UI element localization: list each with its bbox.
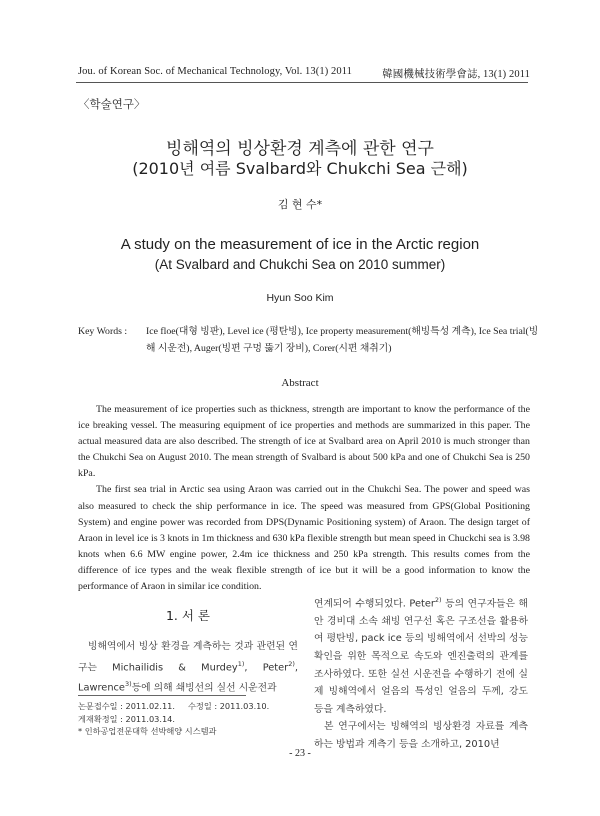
- abstract-body: [78, 402, 530, 595]
- intro-paragraph: 빙해역에서 빙상 환경을 계측하는 것과 관련된 연구는 Michailidis & Murdey$^{1)}$, Peter$^{2)}$, Lawrence$^{3)}$등에 의해 쇄빙선의 실선 시운전과: [78, 641, 298, 694]
- journal-header-left: Jou. of Korean Soc. of Mechanical Technology, Vol. 13(1) 2011: [78, 66, 353, 77]
- korean-author: 김 현 수*: [277, 198, 323, 211]
- right-column: [314, 592, 528, 754]
- accepted-date: 게재확정일 : 2011.03.14.: [78, 713, 175, 724]
- author-affiliation: * 인하공업전문대학 선박해양 시스템과: [78, 726, 217, 736]
- left-column: [78, 590, 298, 697]
- citation-ref: 3): [124, 680, 132, 689]
- english-title-line1: A study on the measurement of ice in the Arctic region: [120, 236, 480, 253]
- citation-ref: 1): [237, 659, 245, 668]
- abstract-heading: Abstract: [281, 377, 319, 389]
- intro-continued: 연계되어 수행되었다. Peter$^{2)}$ 등의 연구자들은 해안 경비대 소속 쇄빙 연구선 혹은 구조선을 활용하여 평탄빙, pack ice 등의 빙해역에서 선박의 성능확인을 위한 목적으로 속도와 엔진출력의 관계를 조사하였다. 또한 실선 시운전을 수행하기 전에 실제 빙해역에서 얼음의 특성인 얼음의 두께, 강도 등을 계측하였다. 본 연구에서는 빙해역의 빙상환경 자료를 계측하는 방법과 계측기 등을 소개하고, 2010년: [314, 592, 528, 754]
- page-number: - 23 -: [289, 748, 311, 759]
- section-heading: 1. 서 론: [165, 608, 211, 623]
- intro-paragraph-2: 본 연구에서는 빙해역의 빙상환경 자료를 계측하는 방법과 계측기 등을 소개하고, 2010년: [314, 721, 528, 751]
- citation-ref: 2): [288, 659, 295, 668]
- article-type-label: 〈학술연구〉: [78, 97, 146, 111]
- footnote-block: [78, 700, 298, 738]
- revised-date: 수정일 : 2011.03.10.: [188, 701, 270, 711]
- keywords-text: Ice floe(대형 빙판), Level ice (평탄빙), Ice property measurement(해빙특성 계측), Ice Sea trial(빙해 시운전), Auger(빙편 구멍 뚫기 장비), Corer(시편 채취기): [146, 326, 539, 354]
- english-title-line2: (At Svalbard and Chukchi Sea on 2010 summer): [154, 257, 446, 272]
- abstract-paragraph: The measurement of ice properties such as thickness, strength are important to know the performance of the ice breaking vessel. The measuring equipment of ice properties and methods are summarized in this paper. The actual measured data are also described. The strength of ice at Svalbard area on April 2010 is much stronger than the Chukchi Sea on August 2010. The mean strength of Svalbard is about 500 kPa and one of Chukchi Sea is 250 kPa.: [78, 404, 530, 480]
- received-date: 논문접수일 : 2011.02.11.: [78, 701, 175, 711]
- korean-title-line1: 빙해역의 빙상환경 계측에 관한 연구: [166, 139, 434, 159]
- citation-ref: 2): [434, 596, 442, 604]
- korean-title-line2: (2010년 여름 Svalbard와 Chukchi Sea 근해): [132, 159, 468, 178]
- header-rule: [76, 82, 528, 83]
- english-author: Hyun Soo Kim: [266, 292, 334, 304]
- journal-header-right: 韓國機械技術學會誌, 13(1) 2011: [382, 69, 530, 80]
- abstract-paragraph: The first sea trial in Arctic sea using Araon was carried out in the Chukchi Sea. The power and speed was also measured to check the ship performance in ice. The speed was measured from GPS(Global Positioning System) and engine power was recorded from DPS(Dynamic Positioning system) of Araon. The design target of Araon in level ice is 3 knots in 1m thickness and 630 kPa flexible strength but mean speed in Chuckchi sea is 3.98 knots when 6.6 MW engine power, 2.4m ice thickness and 250 kPa strength. This results comes from the difference of ice types and the weak flexible strength of ice but it will be a good information to know the performance of Araon in similar ice condition.: [78, 484, 530, 593]
- footnote-rule: [78, 695, 246, 696]
- keywords-label: Key Words :: [78, 326, 128, 337]
